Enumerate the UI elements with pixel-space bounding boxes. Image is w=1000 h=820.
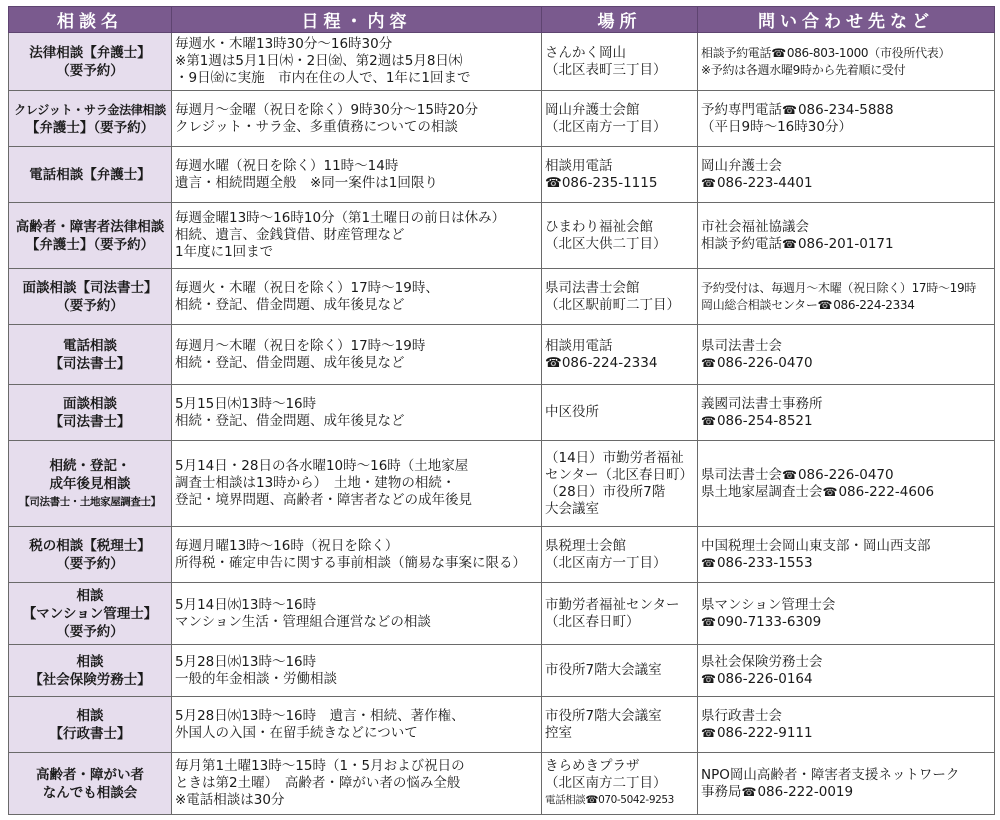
schedule-cell [172,385,542,441]
cell-line: 相談用電話 [545,337,613,354]
consultation-table [8,6,995,815]
cell-line: きらめきプラザ [545,758,640,774]
cell-line: 相続・登記、借金問題、成年後見など [175,296,405,313]
schedule-cell [172,753,542,815]
cell-line: （要予約） [56,623,124,640]
table-row [9,91,995,147]
cell-line: 【司法書士・土地家屋調査士】 [19,495,161,508]
contact-cell [698,583,995,645]
phone-icon: ☎ [822,484,838,499]
header-schedule-content: 日程・内容 [172,7,542,33]
table-row [9,441,995,527]
cell-line: ☎086-235-1115 [545,174,658,191]
cell-line: 県税理士会館 [545,537,626,554]
contact-text: 県行政書士会 [701,707,782,724]
contact-line [701,338,991,355]
contact-text: 予約受付は、毎週月～木曜（祝日除く）17時～19時 [701,280,977,295]
table-row [9,583,995,645]
contact-number: 086-254-8521 [716,412,813,429]
cell-line: （北区南方二丁目） [545,775,667,791]
contact-line [701,767,991,784]
schedule-cell [172,527,542,583]
cell-line: 毎週金曜13時～16時10分（第1土曜日の前日は休み） [175,210,506,226]
table-row [9,645,995,697]
contact-text: 相談予約電話 [701,45,772,60]
contact-text: 岡山弁護士会 [701,157,782,174]
contact-line [701,484,991,501]
cell-line: 【行政書士】 [49,725,131,742]
table-row [9,147,995,203]
contact-line [701,355,991,372]
cell-line: 毎週水曜（祝日を除く）11時～14時 [175,157,399,174]
cell-line: 電話相談☎070-5042-9253 [545,794,674,806]
cell-line: 5月28日㈬13時～16時 [175,653,317,670]
contact-text: 中国税理士会岡山東支部・岡山西支部 [701,537,931,554]
phone-icon: ☎ [701,614,716,629]
place-cell [542,697,698,753]
consultation-name-cell [9,385,172,441]
contact-line [701,671,991,688]
consultation-name-cell [9,527,172,583]
contact-line [701,538,991,555]
table-row [9,385,995,441]
table-body [9,33,995,815]
place-cell [542,645,698,697]
phone-icon: ☎ [817,297,833,312]
place-cell [542,325,698,385]
contact-number: 086-803-1000（市役所代表） [786,45,951,60]
cell-line: 5月28日㈬13時～16時 遺言・相続、著作権、 [175,707,465,724]
cell-line: センター（北区春日町） [545,466,693,483]
schedule-cell [172,645,542,697]
cell-line: 【弁護士】（要予約） [25,236,155,253]
cell-line: ときは第2土曜） 高齢者・障がい者の悩み全般 [175,775,461,791]
contact-line [701,119,991,136]
cell-line: なんでも相談会 [42,784,138,801]
cell-line: 相続、遺言、金銭貸借、財産管理など [175,227,405,243]
contact-line [701,236,991,253]
contact-line [701,597,991,614]
contact-text: 事務局 [701,783,742,800]
table-row [9,203,995,269]
contact-number: 086-222-0019 [757,783,854,800]
contact-text: 県土地家屋調査士会 [701,483,823,500]
cell-line: ひまわり福祉会館 [545,218,653,235]
schedule-cell [172,269,542,325]
table-row [9,325,995,385]
consultation-name-cell [9,441,172,527]
phone-icon: ☎ [782,236,797,251]
cell-line: （要予約） [56,62,124,79]
cell-line: 相談 [76,653,104,670]
cell-line: さんかく岡山 [545,44,626,61]
contact-cell [698,91,995,147]
consultation-name-cell [9,583,172,645]
cell-line: 成年後見相談 [49,475,131,492]
contact-line [701,45,991,62]
cell-line: 岡山弁護士会館 [545,101,640,118]
contact-cell [698,33,995,91]
phone-icon: ☎ [782,102,797,117]
contact-cell [698,325,995,385]
contact-line [701,219,991,236]
contact-text: 岡山総合相談センター [701,297,818,312]
contact-cell [698,527,995,583]
phone-icon: ☎ [701,355,716,370]
consultation-name-cell [9,269,172,325]
phone-icon: ☎ [741,784,757,799]
cell-line: 高齢者・障害者法律相談 [15,218,165,235]
place-cell [542,91,698,147]
contact-text: 義國司法書士事務所 [701,395,823,412]
cell-line: 調査士相談は13時から） 土地・建物の相続・ [175,475,456,491]
cell-line: （北区駅前町二丁目） [545,296,680,313]
contact-text: 予約専門電話 [701,101,782,118]
table-row [9,269,995,325]
cell-line: クレジット・サラ金法律相談 [14,102,166,117]
cell-line: 所得税・確定申告に関する事前相談（簡易な事案に限る） [175,554,526,571]
contact-number: 086-234-5888 [797,101,894,118]
schedule-cell [172,441,542,527]
place-cell [542,527,698,583]
cell-line: 毎週月曜13時～16時（祝日を除く） [175,537,399,554]
contact-cell [698,645,995,697]
cell-line: 市役所7階大会議室 [545,707,662,724]
cell-line: 相続・登記、借金問題、成年後見など [175,412,405,429]
cell-line: 外国人の入国・在留手続きなどについて [175,724,418,741]
cell-line: 【司法書士】 [49,413,131,430]
place-cell [542,203,698,269]
consultation-name-cell [9,697,172,753]
contact-text: ※予約は各週水曜9時から先着順に受付 [701,62,906,77]
contact-cell [698,753,995,815]
cell-line: 一般的年金相談・労働相談 [175,670,337,687]
schedule-cell [172,583,542,645]
contact-line [701,175,991,192]
contact-number: 086-226-0164 [716,670,813,687]
contact-cell [698,269,995,325]
header-contact: 問い合わせ先など [698,7,995,33]
header-consultation-name: 相談名 [9,7,172,33]
cell-line: 毎月第1土曜13時～15時（1・5月および祝日の [175,758,465,774]
contact-text: 市社会福祉協議会 [701,218,809,235]
cell-line: 相談 [76,707,104,724]
cell-line: 市勤労者福祉センター [545,596,680,613]
cell-line: 法律相談【弁護士】 [29,44,151,61]
cell-line: 市役所7階大会議室 [545,662,662,678]
phone-icon: ☎ [782,467,797,482]
place-cell [542,269,698,325]
cell-line: 遺言・相続問題全般 ※同一案件は1回限り [175,174,438,191]
contact-line [701,158,991,175]
cell-line: 【マンション管理士】 [22,605,158,622]
contact-line [701,614,991,631]
consultation-name-cell [9,753,172,815]
cell-line: ・9日㈮に実施 市内在住の人で、1年に1回まで [175,70,471,86]
schedule-cell [172,147,542,203]
schedule-cell [172,697,542,753]
contact-cell [698,697,995,753]
table-row [9,753,995,815]
contact-number: 086-223-4401 [716,174,813,191]
cell-line: ☎086-224-2334 [545,354,658,371]
contact-line [701,467,991,484]
contact-number: 086-201-0171 [797,235,894,252]
contact-line [701,297,991,314]
cell-line: 5月15日㈭13時～16時 [175,395,317,412]
cell-line: 電話相談【弁護士】 [29,166,151,183]
phone-icon: ☎ [701,413,716,428]
contact-line [701,280,991,297]
contact-text: （平日9時～16時30分） [701,118,852,135]
contact-text: NPO岡山高齢者・障害者支援ネットワーク [701,766,960,783]
schedule-cell [172,33,542,91]
cell-line: 面談相談【司法書士】 [22,279,158,296]
cell-line: （14日）市勤労者福祉 [545,449,684,466]
cell-line: （北区表町三丁目） [545,61,667,78]
table-row [9,527,995,583]
cell-line: 毎週月～金曜（祝日を除く）9時30分～15時20分 [175,101,479,118]
contact-text: 県マンション管理士会 [701,596,836,613]
consultation-name-cell [9,33,172,91]
place-cell [542,33,698,91]
contact-cell [698,147,995,203]
cell-line: 控室 [545,724,572,741]
consultation-name-cell [9,203,172,269]
cell-line: （北区大供二丁目） [545,235,667,252]
cell-line: 相談用電話 [545,157,613,174]
cell-line: 中区役所 [545,404,599,420]
contact-number: 086-226-0470 [797,466,894,483]
cell-line: 相談 [76,587,104,604]
contact-number: 090-7133-6309 [716,613,822,630]
contact-text: 県司法書士会 [701,466,782,483]
contact-cell [698,441,995,527]
place-cell [542,753,698,815]
consultation-name-cell [9,645,172,697]
consultation-name-cell [9,147,172,203]
schedule-cell [172,91,542,147]
contact-text: 相談予約電話 [701,235,782,252]
phone-icon: ☎ [701,175,716,190]
cell-line: 【社会保険労務士】 [29,671,151,688]
cell-line: 税の相談【税理士】 [29,537,151,554]
contact-cell [698,385,995,441]
phone-icon: ☎ [701,725,716,740]
place-cell [542,147,698,203]
cell-line: （28日）市役所7階 [545,483,666,500]
place-cell [542,441,698,527]
cell-line: ※電話相談は30分 [175,792,285,808]
contact-number: 086-222-4606 [838,483,935,500]
schedule-cell [172,203,542,269]
contact-cell [698,203,995,269]
contact-line [701,102,991,119]
contact-number: 086-224-2334 [833,297,915,312]
contact-line [701,725,991,742]
cell-line: 相続・登記・ [49,457,131,474]
phone-icon: ☎ [701,555,716,570]
contact-line [701,555,991,572]
contact-text: 県社会保険労務士会 [701,653,823,670]
cell-line: マンション生活・管理組合運営などの相談 [175,613,431,630]
contact-line [701,784,991,801]
cell-line: （要予約） [56,297,124,314]
consultation-name-cell [9,325,172,385]
cell-line: 【弁護士】（要予約） [25,119,155,136]
cell-line: 5月14日㈬13時～16時 [175,596,317,613]
cell-line: 面談相談 [63,395,117,412]
cell-line: ※第1週は5月1日㈭・2日㈮、第2週は5月8日㈭ [175,53,463,69]
contact-line [701,62,991,79]
table-header-row [9,7,995,33]
place-cell [542,583,698,645]
contact-line [701,413,991,430]
cell-line: 登記・境界問題、高齢者・障害者などの成年後見 [175,492,472,508]
contact-line [701,708,991,725]
cell-line: 相続・登記、借金問題、成年後見など [175,354,405,371]
contact-number: 086-226-0470 [716,354,813,371]
cell-line: 県司法書士会館 [545,279,640,296]
contact-text: 県司法書士会 [701,337,782,354]
cell-line: 高齢者・障がい者 [36,766,144,783]
cell-line: 5月14日・28日の各水曜10時～16時（土地家屋 [175,458,469,474]
cell-line: 毎週水・木曜13時30分～16時30分 [175,36,393,52]
table-row [9,33,995,91]
cell-line: 電話相談 [63,337,117,354]
cell-line: 【司法書士】 [49,355,131,372]
table-row [9,697,995,753]
contact-number: 086-222-9111 [716,724,813,741]
cell-line: 毎週月～木曜（祝日を除く）17時～19時 [175,337,426,354]
cell-line: （要予約） [56,555,124,572]
header-place: 場所 [542,7,698,33]
phone-icon: ☎ [771,45,786,60]
cell-line: クレジット・サラ金、多重債務についての相談 [175,118,458,135]
cell-line: （北区南方一丁目） [545,554,667,571]
schedule-cell [172,325,542,385]
phone-icon: ☎ [701,671,716,686]
consultation-name-cell [9,91,172,147]
contact-line [701,654,991,671]
place-cell [542,385,698,441]
contact-number: 086-233-1553 [716,554,813,571]
cell-line: （北区南方一丁目） [545,118,667,135]
cell-line: 毎週火・木曜（祝日を除く）17時～19時、 [175,279,439,296]
cell-line: 1年度に1回まで [175,244,274,260]
contact-line [701,396,991,413]
cell-line: （北区春日町） [545,613,640,630]
cell-line: 大会議室 [545,500,599,517]
